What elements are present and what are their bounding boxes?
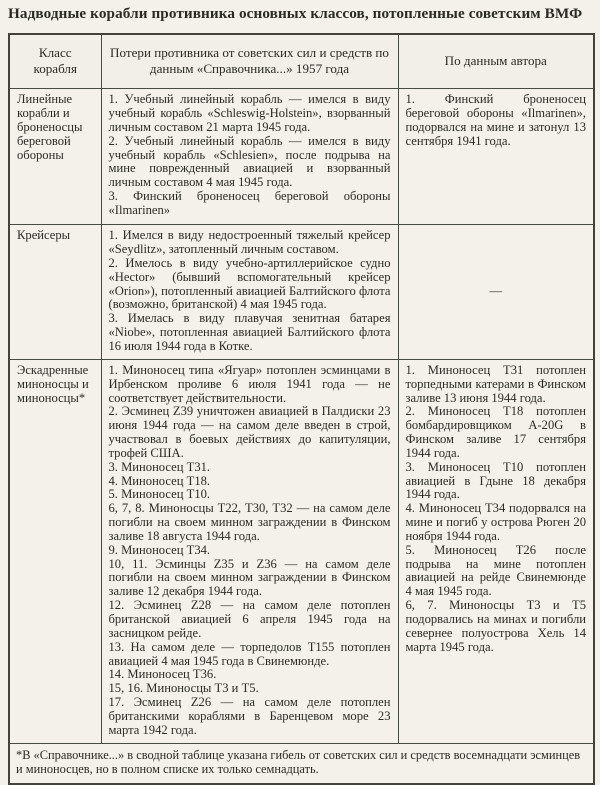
cell-paragraph: 4. Миноносец Т34 подорвался на мине и погиб у острова Рюген 20 ноября 1944 года. (405, 501, 586, 543)
header-row (9, 34, 594, 89)
cell-paragraph: 1. Имелся в виду недостроенный тяжелый крейсер «Seydlitz», затопленный личным составом. (108, 228, 391, 257)
cell-paragraph: 1. Учебный линейный корабль — имелся в виду учебный корабль «Schleswig-Holstein», взорванный личным составом 21 марта 1945 года. (108, 92, 391, 134)
cell-paragraph: 12. Эсминец Z28 — на самом деле потоплен британской авиацией 6 апреля 1945 года на засницком рейде. (108, 598, 391, 640)
cell-paragraph: 6, 7, 8. Миноносцы Т22, Т30, Т32 — на самом деле погибли на своем минном заграждении в Финском заливе 18 августа 1944 года. (108, 501, 391, 543)
cell-paragraph: 9. Миноносец Т34. (108, 542, 211, 557)
battleships-reference-cell (101, 89, 398, 225)
cell-paragraph: 14. Миноносец Т36. (108, 667, 217, 682)
row-destroyers (9, 359, 594, 743)
cell-paragraph: 5. Миноносец Т10. (108, 487, 211, 502)
cell-paragraph: 6, 7. Миноносцы Т3 и Т5 подорвались на минах и погибли севернее полуострова Хель 14 марта 1945 года. (405, 598, 586, 654)
row-battleships (9, 89, 594, 225)
cell-paragraph: 1. Финский броненосец береговой обороны «Ilmarinen», подорвался на мине и затонул 13 сентября 1941 года. (405, 92, 586, 148)
ships-table (8, 33, 595, 785)
cell-paragraph: — (489, 283, 503, 298)
cruisers-reference-cell (101, 225, 398, 360)
col-header-author: По данным автора (398, 34, 594, 89)
battleships-class-cell (9, 89, 101, 225)
ship-class-label: Крейсеры (17, 228, 71, 243)
cell-paragraph: 3. Финский броненосец береговой обороны «Ilmarinen» (108, 189, 391, 217)
cell-paragraph: 10, 11. Эсминцы Z35 и Z36 — на самом деле погибли на своем минном заграждении в Финском заливе 12 декабря 1944 года. (108, 556, 391, 599)
cell-paragraph: 3. Имелась в виду плавучая зенитная батарея «Niobe», потопленная авиацией Балтийского флота 16 июля 1944 года в Котке. (108, 311, 391, 353)
page-title: Надводные корабли противника основных классов, потопленные советским ВМФ (8, 5, 583, 22)
ship-class-label: Линейные корабли и броненосцы береговой обороны (17, 92, 83, 162)
cell-paragraph: 1. Миноносец типа «Ягуар» потоплен эсминцами в Ирбенском проливе 6 июля 1941 года — не соответствует действительности. (108, 362, 391, 405)
destroyers-reference-cell (101, 359, 398, 743)
cruisers-class-cell (9, 225, 101, 360)
col-header-ship-class: Класс корабля (9, 34, 101, 89)
cell-paragraph: 2. Учебный линейный корабль — имелся в виду учебный корабль «Schlesien», после подрыва на мине поврежденный авиацией и взорванный личным составом 4 мая 1945 года. (108, 133, 391, 190)
row-cruisers (9, 225, 594, 360)
cell-paragraph: 3. Миноносец Т10 потоплен авиацией в Гдыне 18 декабря 1944 года. (405, 459, 586, 502)
cell-paragraph: 2. Имелось в виду учебно-артиллерийское судно «Hector» (бывший вспомогательный крейсер «Orion»), потопленный авиацией Балтийского флота (возможно, британской) 4 мая 1945 года. (108, 255, 391, 312)
cell-paragraph: 17. Эсминец Z26 — на самом деле потоплен британскими кораблями в Баренцевом море 23 марта 1942 года. (108, 695, 391, 737)
footnote-text: *В «Справочнике...» в сводной таблице указана гибель от советских сил и средств восемнадцати эсминцев и миноносцев, но в полном списке их только семнадцать. (16, 747, 581, 777)
cruisers-author-cell (398, 225, 594, 360)
cell-paragraph: 3. Миноносец Т31. (108, 459, 211, 474)
cell-paragraph: 1. Миноносец Т31 потоплен торпедными катерами в Финском заливе 13 июня 1944 года. (405, 362, 586, 405)
cell-paragraph: 13. На самом деле — торпедолов Т155 потоплен авиацией 4 мая 1945 года в Свинемюнде. (108, 639, 391, 668)
col-header-reference-1957: Потери противника от советских сил и средств по данным «Справочника...» 1957 года (101, 34, 398, 89)
cell-paragraph: 2. Эсминец Z39 уничтожен авиацией в Палдиски 23 июня 1944 года — на самом деле введен в строй, участвовал в боевых действиях до капитуляции, трофей США. (108, 404, 391, 460)
battleships-author-cell (398, 89, 594, 225)
cell-paragraph: 4. Миноносец Т18. (108, 473, 211, 488)
ship-class-label: Эскадренные миноносцы и миноносцы* (17, 362, 89, 405)
cell-paragraph: 5. Миноносец Т26 после подрыва на мине потоплен авиацией на рейде Свинемюнде 4 мая 1945 года. (405, 542, 586, 599)
destroyers-author-cell (398, 359, 594, 743)
footnote-row (9, 743, 594, 784)
cell-paragraph: 2. Миноносец Т18 потоплен бомбардировщиком А-20G в Финском заливе 17 сентября 1944 года. (405, 404, 586, 460)
table-footnote (9, 743, 594, 784)
cell-paragraph: 15, 16. Миноносцы Т3 и Т5. (108, 681, 259, 696)
destroyers-class-cell (9, 359, 101, 743)
